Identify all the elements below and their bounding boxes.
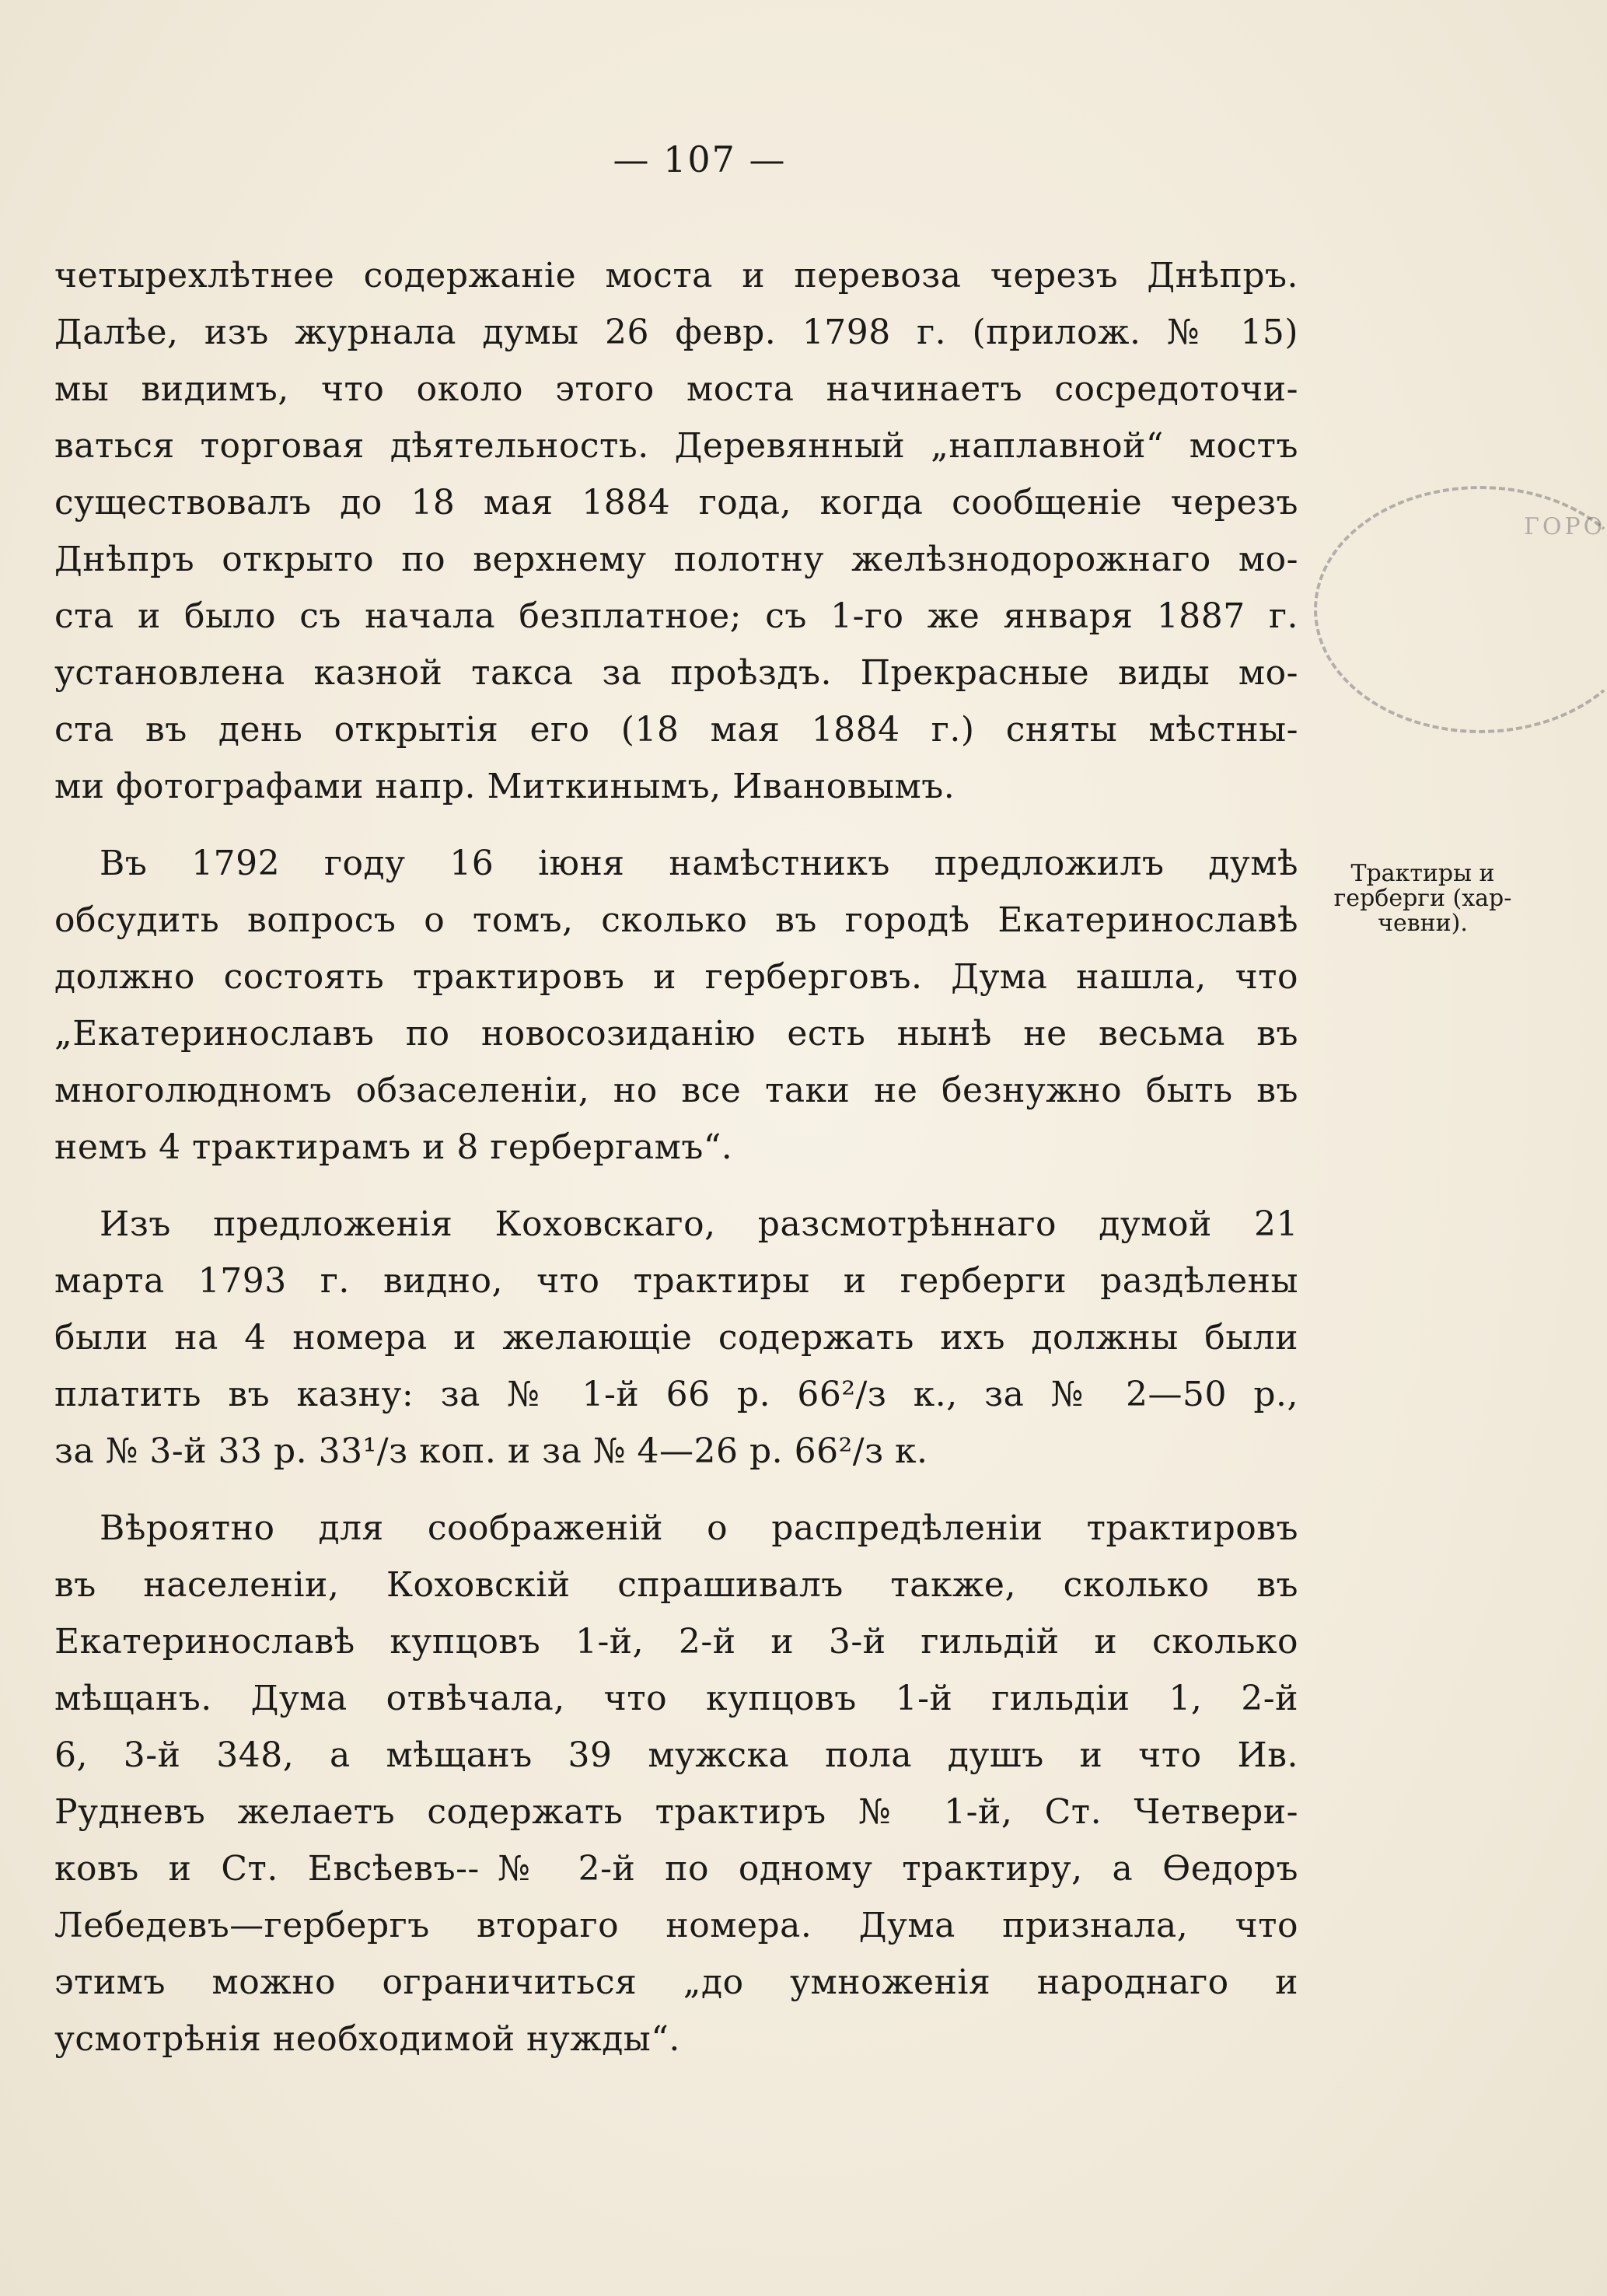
text-line: за № 3-й 33 р. 33¹/з коп. и за № 4—26 р. 66²/з к. — [54, 1431, 928, 1471]
text-line: существовалъ до 18 мая 1884 года, когда сообщенiе черезъ — [54, 483, 1298, 522]
text-line: платить въ казну: за № 1-й 66 р. 66²/з к., за № 2—50 р., — [54, 1375, 1298, 1414]
main-text-block — [54, 247, 1298, 2067]
text-line: многолюдномъ обзаселенiи, но все таки не безнужно быть въ — [54, 1071, 1298, 1110]
text-line: въ населенiи, Коховскiй спрашивалъ также, сколько въ — [54, 1565, 1298, 1605]
paragraph-gap — [54, 1480, 1298, 1500]
paragraph-gap — [54, 1176, 1298, 1196]
text-line: марта 1793 г. видно, что трактиры и герберги раздѣлены — [54, 1261, 1298, 1301]
margin-note — [1322, 861, 1524, 936]
text-line: Екатеринославѣ купцовъ 1-й, 2-й и 3-й гильдiй и сколько — [54, 1622, 1298, 1662]
text-line: этимъ можно ограничиться „до умноженiя народнаго и — [54, 1962, 1298, 2002]
text-line: Далѣе, изъ журнала думы 26 февр. 1798 г. (прилож. № 15) — [54, 313, 1298, 352]
paragraph-gap — [54, 815, 1298, 835]
text-line: Рудневъ желаетъ содержать трактиръ № 1-й, Ст. Четвери- — [54, 1792, 1298, 1832]
text-line: ста и было съ начала безплатное; съ 1-го же января 1887 г. — [54, 596, 1298, 636]
text-line: Днѣпръ открыто по верхнему полотну желѣзнодорожнаго мо- — [54, 540, 1298, 579]
text-line: ваться торговая дѣятельность. Деревянный „наплавной“ мостъ — [54, 426, 1298, 466]
text-line: были на 4 номера и желающiе содержать ихъ должны были — [54, 1318, 1298, 1358]
margin-note-line: Трактиры и — [1350, 860, 1495, 887]
page-number: — 107 — — [613, 138, 787, 180]
text-line: установлена казной такса за проѣздъ. Прекрасные виды мо- — [54, 653, 1298, 693]
text-line: „Екатеринославъ по новосозиданiю есть нынѣ не весьма въ — [54, 1014, 1298, 1054]
text-line: ми фотографами напр. Миткинымъ, Ивановымъ. — [54, 767, 955, 806]
text-line: обсудить вопросъ о томъ, сколько въ городѣ Екатеринославѣ — [54, 900, 1298, 940]
text-line: Вѣроятно для соображенiй о распредѣленiи трактировъ — [100, 1508, 1298, 1548]
text-line: усмотрѣнiя необходимой нужды“. — [54, 2019, 680, 2059]
text-line: Лебедевъ—гербергъ втораго номера. Дума признала, что — [54, 1906, 1298, 1945]
library-stamp-text: ГОРО — [1524, 513, 1606, 540]
text-line: ста въ день открытiя его (18 мая 1884 г.) сняты мѣстны- — [54, 710, 1298, 750]
text-line: немъ 4 трактирамъ и 8 гербергамъ“. — [54, 1127, 733, 1167]
text-line: Въ 1792 году 16 iюня намѣстникъ предложилъ думѣ — [100, 844, 1298, 883]
text-line: должно состоять трактировъ и герберговъ. Дума нашла, что — [54, 957, 1298, 997]
margin-note-line: герберги (хар- — [1333, 885, 1512, 912]
text-line: четырехлѣтнее содержанiе моста и перевоза черезъ Днѣпръ. — [54, 256, 1298, 295]
text-line: ковъ и Ст. Евсѣевъ--№ 2-й по одному трактиру, а Ѳедоръ — [54, 1849, 1298, 1889]
text-line: Изъ предложенiя Коховскаго, разсмотрѣннаго думой 21 — [100, 1204, 1298, 1244]
text-line: мѣщанъ. Дума отвѣчала, что купцовъ 1-й гильдiи 1, 2-й — [54, 1679, 1298, 1718]
text-line: 6, 3-й 348, а мѣщанъ 39 мужска пола душъ и что Ив. — [54, 1735, 1298, 1775]
margin-note-line: чевни). — [1378, 910, 1468, 937]
text-line: мы видимъ, что около этого моста начинаетъ сосредоточи- — [54, 369, 1298, 409]
